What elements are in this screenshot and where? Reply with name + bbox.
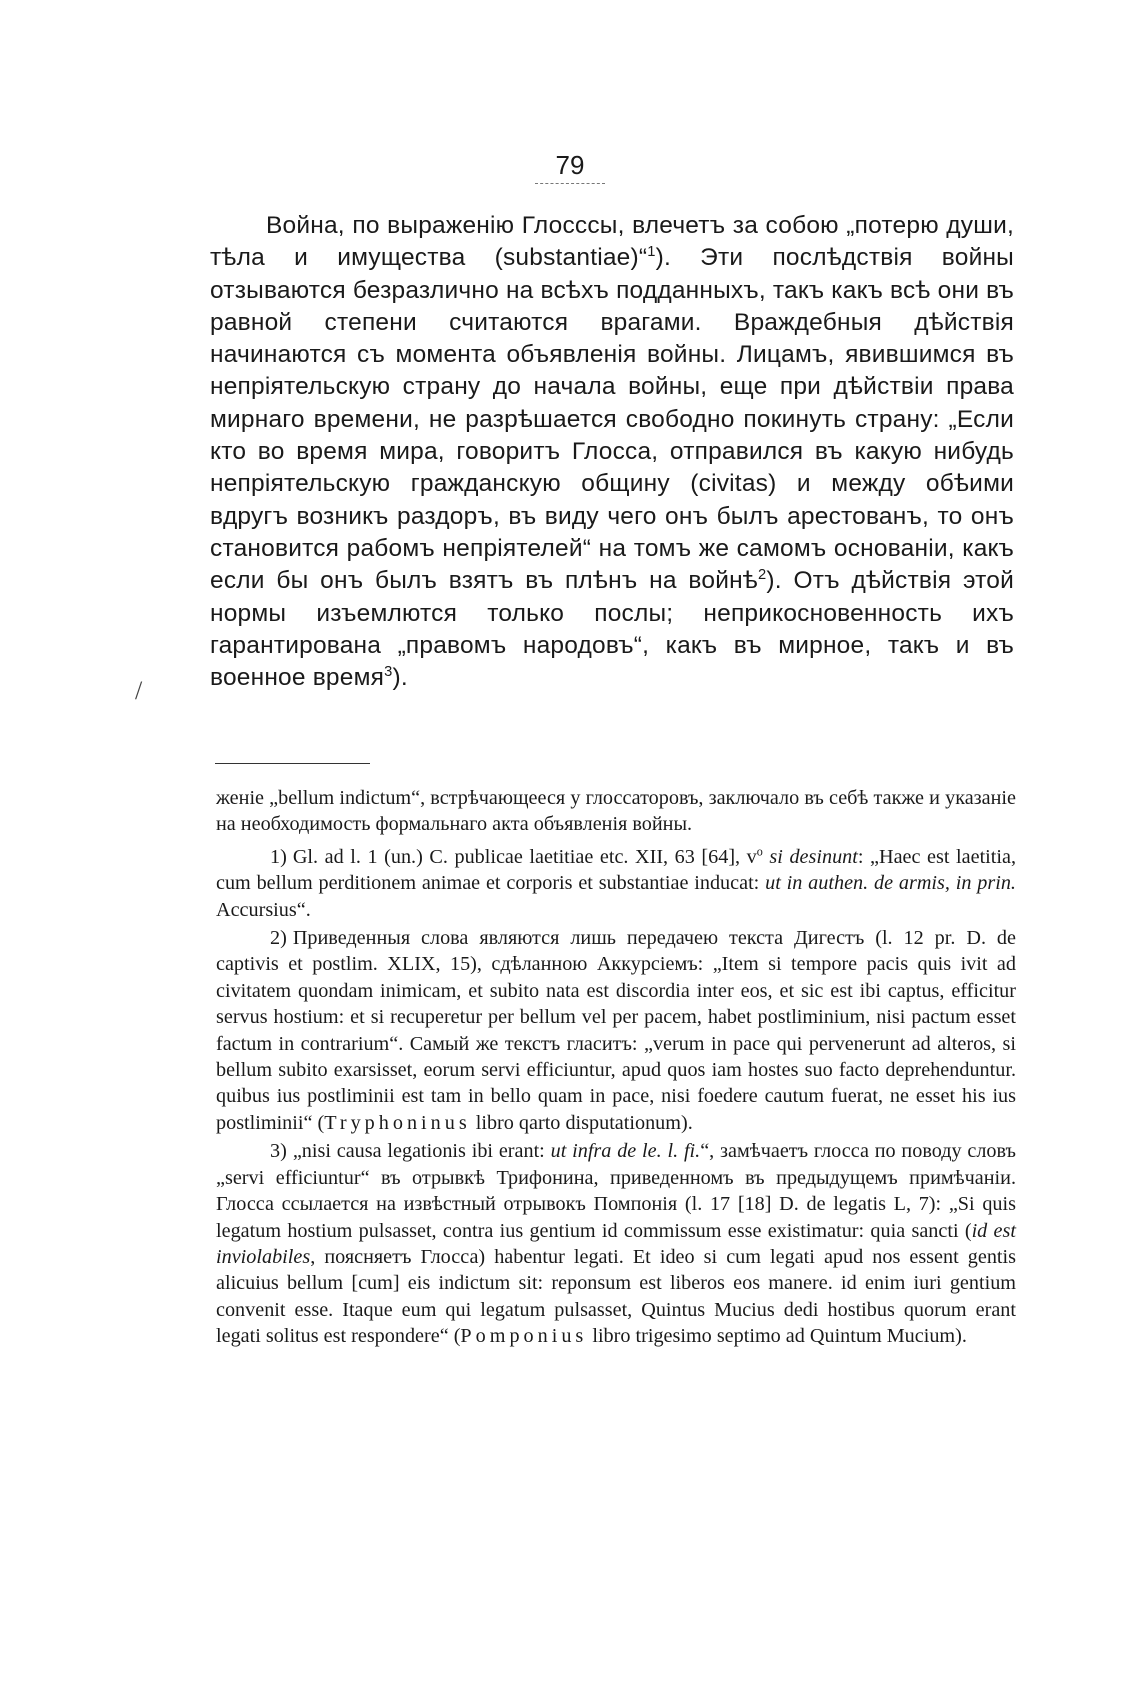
page-number: 79	[0, 150, 1140, 184]
footnote-3: 3) „nisi causa legationis ibi erant: ut infra de le. l. fi.“, замѣчаетъ глосса по поводу словъ „servi efficiuntur“ въ отрывкѣ Трифонина, приведенномъ въ предыдущемъ примѣчаніи. Глосса ссылается на извѣстный отрывокъ Помпонія (l. 17 [18] D. de legatis L, 7): „Si quis legatum hostium pulsasset, contra ius gentium id commissum esse existimatur: quia sancti (id est inviolabiles, поясняетъ Глосса) habentur legati. Et ideo si cum legati apud nos essent gentis alicuius bellum [cum] eis indictum sit: reponsum est liberos eos manere. id enim iuri gentium convenit esse. Itaque eum qui legatum pulsasset, Quintus Mucius dedi hostibus quorum erant legati solitus est respondere“ (Pomponius libro trigesimo septimo ad Quintum Mucium).	[216, 1140, 1016, 1348]
footnote-ref-3: 3	[384, 664, 393, 680]
page-number-rule	[535, 183, 605, 184]
footnote-ref-2: 2	[758, 567, 767, 584]
footnote-2: 2) Приведенныя слова являются лишь передачею текста Дигестъ (l. 12 pr. D. de captivis et postlim. XLIX, 15), сдѣланною Аккурсіемъ: „Item si tempore pacis quis ivit ad civitatem quondam inimicam, et subito nata est discordia inter eos, et sic est ibi captus, efficitur servus hostium: et si recuperetur per bellum vel per pacem, habet postliminium, nisi pactum esset factum in contrarium“. Самый же текстъ гласитъ: „verum in pace qui pervenerunt ad alteros, si bellum subito exarsisset, eorum servi efficiuntur, apud quos iam hostes suo facto deprehenduntur. quibus ius postliminii est tam in bello quam in pace, nisi foedere cautum fuerat, ne esset his ius postliminii“ (Tryphoninus libro qarto disputationum).	[216, 927, 1016, 1134]
footnote-1: 1) Gl. ad l. 1 (un.) C. publicae laetitiae etc. XII, 63 [64], $v^o$ si desinunt: „Haec est laetitia, cum bellum perditionem animae et corporis et substantiae inducat: ut in authen. de armis, in prin. Accursius“.	[216, 844, 1017, 921]
footnote-continuation: женіе „bellum indictum“, встрѣчающееся у глоссаторовъ, заключало въ себѣ также и указаніе на необходимость формальнаго акта объявленія войны.	[216, 787, 1016, 836]
footnote-ref-1: 1	[647, 244, 656, 261]
footnote-separator	[215, 763, 370, 764]
margin-pencil-mark: /	[135, 676, 143, 705]
main-paragraph: Война, по выраженію Глосссы, влечетъ за собою „потерю души, тѣла и имущества (substantiae)“$^1$). Эти послѣдствія войны отзываются безразлично на всѣхъ подданныхъ, такъ какъ всѣ они въ равной степени считаются врагами. Враждебныя дѣйствія начинаются съ момента объявленія войны. Лицамъ, явившимся въ непріятельскую страну до начала войны, еще при дѣйствіи права мирнаго времени, не разрѣшается свободно покинуть страну: „Если кто во время мира, говоритъ Глосса, отправился въ какую нибудь непріятельскую гражданскую общину (civitas) и между обѣими вдругъ возникъ раздоръ, въ виду чего онъ былъ арестованъ, то онъ становится рабомъ непріятелей“ на томъ же самомъ основаніи, какъ если бы онъ былъ взятъ въ плѣнъ на войнѣ$^2$). Отъ дѣйствія этой нормы изъемлются только послы; неприкосновенность ихъ гарантирована „правомъ народовъ“, какъ въ мирное, такъ и въ военное время$^3$).	[210, 212, 1015, 692]
footnotes	[216, 785, 1016, 1352]
